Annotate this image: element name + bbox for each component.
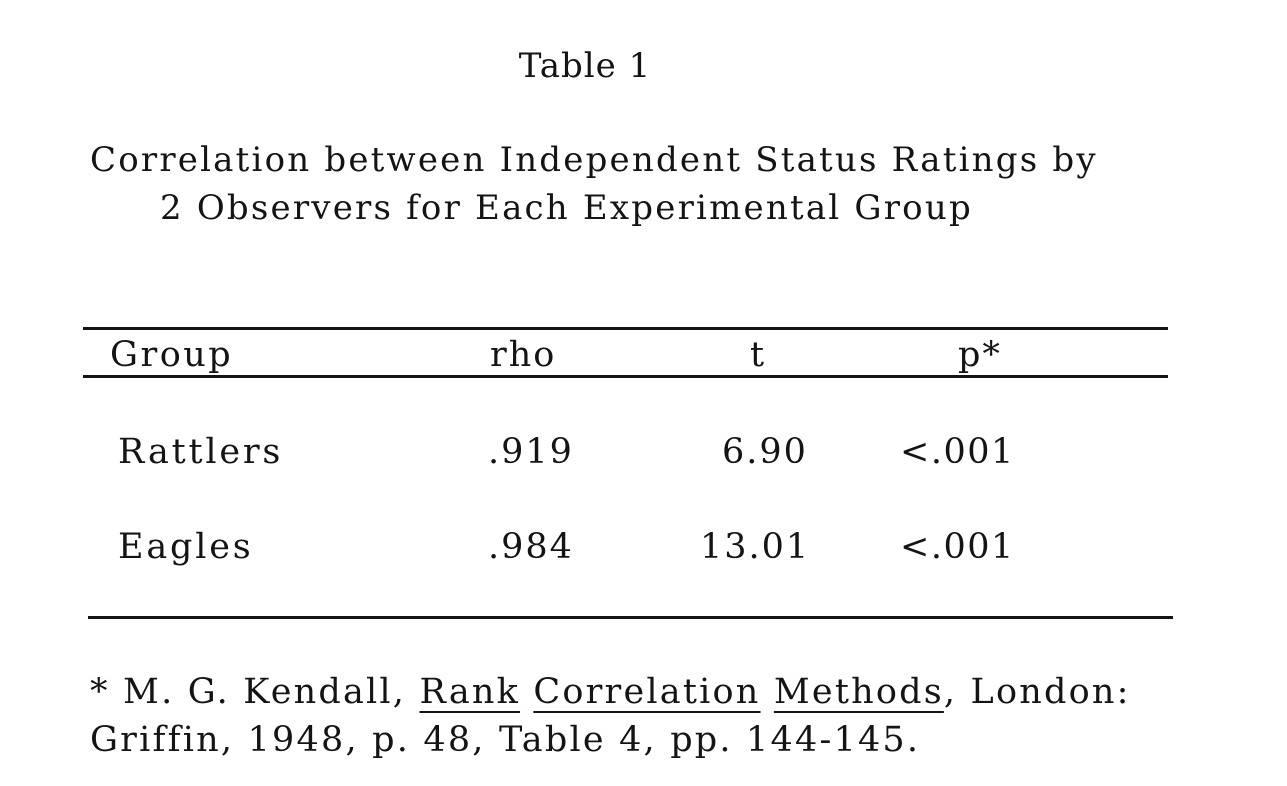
column-header-p: p* <box>958 335 1002 375</box>
footnote-publisher-location: , London: <box>943 672 1131 712</box>
footnote-book-title-word: Methods <box>773 672 944 712</box>
footnote-book-title-word: Correlation <box>533 672 761 712</box>
table-header-rule <box>83 375 1168 378</box>
footnote-marker: * <box>90 672 110 712</box>
cell-rho: .919 <box>488 432 574 472</box>
cell-p: <.001 <box>900 432 1015 472</box>
table-bottom-rule <box>88 616 1173 619</box>
cell-rho: .984 <box>488 527 574 567</box>
column-header-t: t <box>750 335 767 375</box>
table-label: Table 1 <box>518 46 652 86</box>
footnote-line-2: Griffin, 1948, p. 48, Table 4, pp. 144-145. <box>90 720 921 760</box>
cell-t: 13.01 <box>700 527 811 567</box>
table-top-rule <box>83 327 1168 330</box>
cell-group: Rattlers <box>118 432 284 472</box>
cell-p: <.001 <box>900 527 1015 567</box>
table-title-line-2: 2 Observers for Each Experimental Group <box>160 188 973 228</box>
table-title-line-1: Correlation between Independent Status Ratings by <box>90 140 1098 180</box>
cell-t: 6.90 <box>722 432 808 472</box>
column-header-rho: rho <box>490 335 557 375</box>
footnote-author: M. G. Kendall, <box>123 672 407 712</box>
column-header-group: Group <box>110 335 234 375</box>
footnote-line-1 <box>90 672 1131 712</box>
cell-group: Eagles <box>118 527 254 567</box>
footnote-book-title-word: Rank <box>419 672 521 712</box>
